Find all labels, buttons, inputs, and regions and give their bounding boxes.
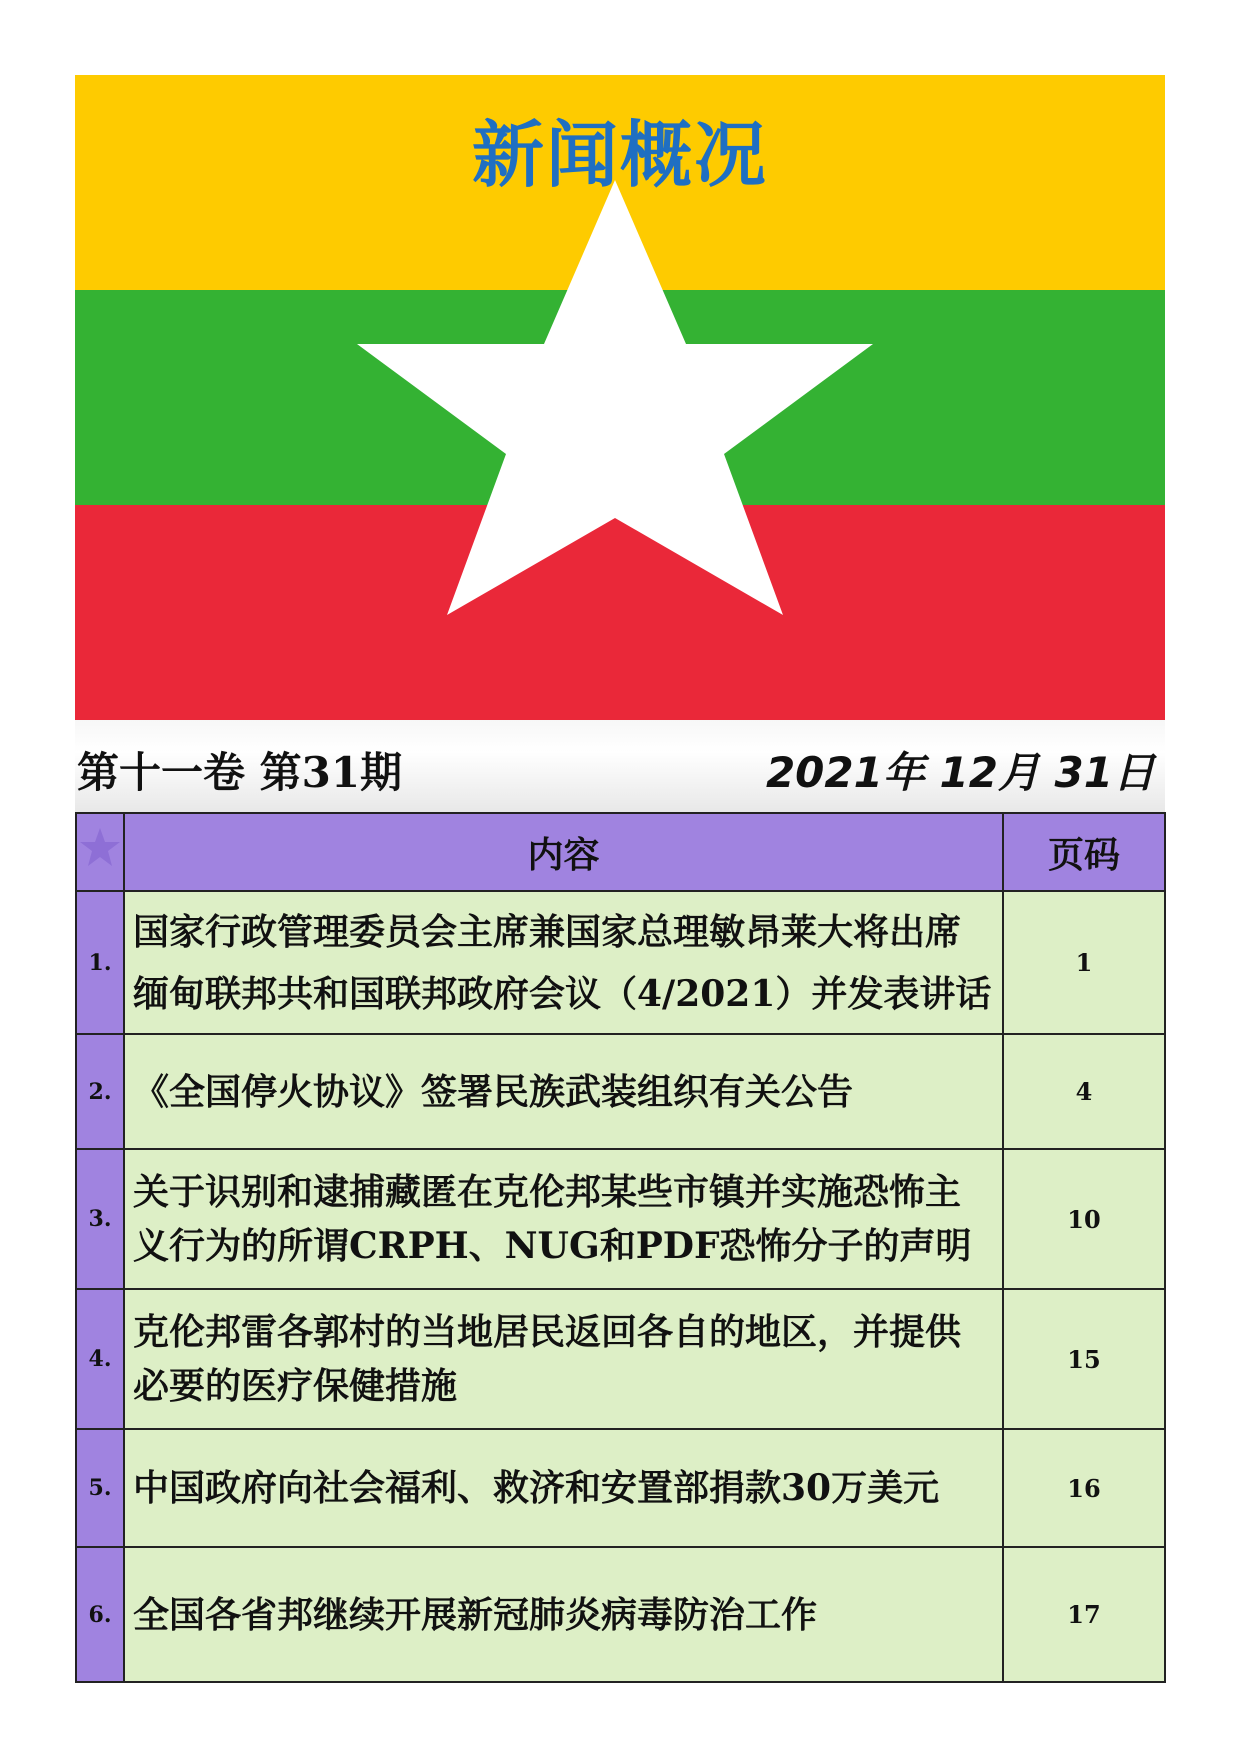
toc-item-number: 6.: [76, 1547, 124, 1682]
toc-row[interactable]: [76, 1149, 1165, 1289]
toc-item-title[interactable]: 《全国停火协议》签署民族武装组织有关公告: [124, 1034, 1003, 1149]
toc-item-page: 15: [1003, 1289, 1165, 1429]
toc-item-number: 5.: [76, 1429, 124, 1547]
toc-item-page: 4: [1003, 1034, 1165, 1149]
toc-row[interactable]: [76, 891, 1165, 1034]
toc-header-row: [76, 813, 1165, 891]
table-of-contents: [75, 812, 1166, 1683]
toc-row[interactable]: [76, 1429, 1165, 1547]
toc-item-title[interactable]: 中国政府向社会福利、救济和安置部捐款30万美元: [124, 1429, 1003, 1547]
toc-item-page: 16: [1003, 1429, 1165, 1547]
toc-item-title[interactable]: 克伦邦雷各郭村的当地居民返回各自的地区，并提供必要的医疗保健措施: [124, 1289, 1003, 1429]
toc-item-title[interactable]: 国家行政管理委员会主席兼国家总理敏昂莱大将出席缅甸联邦共和国联邦政府会议（4/2021）并发表讲话: [124, 891, 1003, 1034]
toc-row[interactable]: [76, 1034, 1165, 1149]
toc-row[interactable]: [76, 1547, 1165, 1682]
myanmar-flag: [75, 75, 1165, 720]
toc-header-page: 页码: [1003, 813, 1165, 891]
issue-date: 2021年 12月 31日: [765, 748, 1155, 797]
toc-item-number: 3.: [76, 1149, 124, 1289]
toc-item-number: 1.: [76, 891, 124, 1034]
toc-header-star: [76, 813, 124, 891]
toc-item-title[interactable]: 全国各省邦继续开展新冠肺炎病毒防治工作: [124, 1547, 1003, 1682]
toc-item-page: 17: [1003, 1547, 1165, 1682]
toc-item-page: 10: [1003, 1149, 1165, 1289]
volume-issue: 第十一卷 第31期: [77, 748, 403, 797]
issue-bar: [75, 720, 1165, 812]
newsletter-title: 新闻概况: [471, 113, 768, 197]
toc-header-content: 内容: [124, 813, 1003, 891]
toc-row[interactable]: [76, 1289, 1165, 1429]
toc-item-title[interactable]: 关于识别和逮捕藏匿在克伦邦某些市镇并实施恐怖主义行为的所谓CRPH、NUG和PDF恐怖分子的声明: [124, 1149, 1003, 1289]
toc-item-page: 1: [1003, 891, 1165, 1034]
toc-item-number: 2.: [76, 1034, 124, 1149]
star-icon: [78, 826, 122, 870]
toc-item-number: 4.: [76, 1289, 124, 1429]
